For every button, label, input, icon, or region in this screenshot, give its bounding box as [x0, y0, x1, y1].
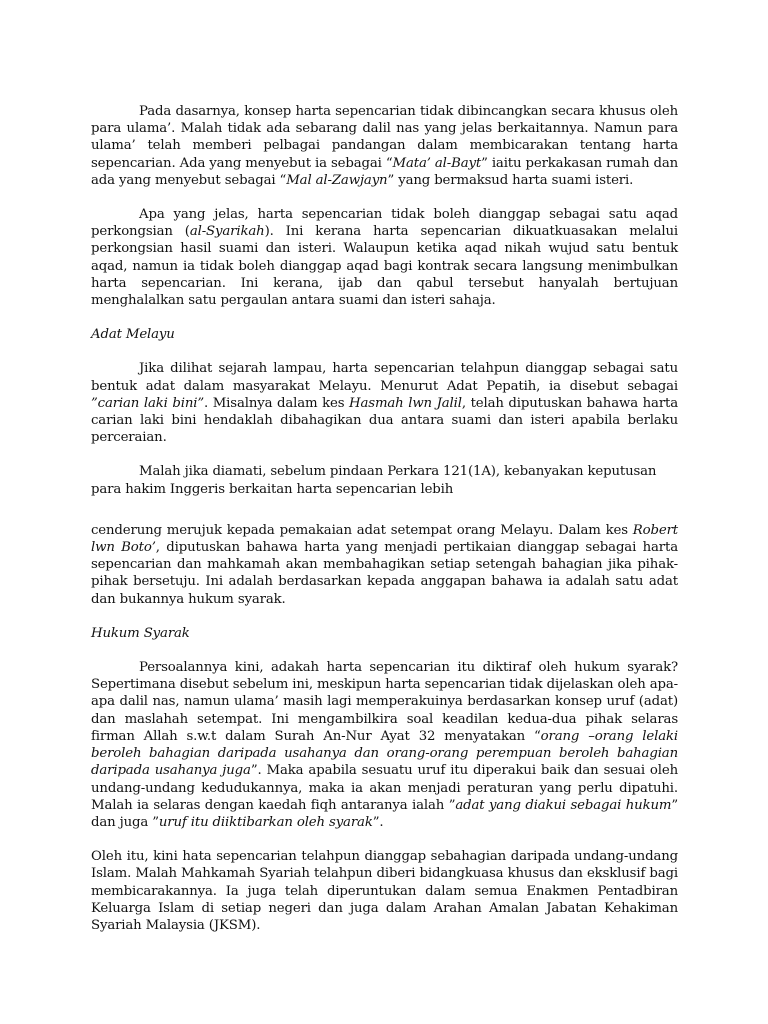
- italic-term: Mal al-Zawjayn: [286, 172, 388, 188]
- text-run: , diputuskan bahawa harta yang menjadi pertikaian dianggap sebagai harta sepencarian dan mahkamah akan membahagikan setiap setengah bahagian jika pihak-pihak bersetuju. Ini adalah berdasarkan kepada anggapan bahawa ia adalah satu adat dan bukannya hukum syarak.: [91, 540, 678, 607]
- text-run: ” dan juga ”: [91, 797, 678, 830]
- text-run: Pada dasarnya, konsep harta sepencarian tidak dibincangkan secara khusus oleh para ulama’. Malah tidak ada sebarang dalil nas yang jelas berkaitannya. Namun para ulama’ telah memberi pelbagai pandangan dalam membicarakan tentang harta sepencarian. Ada yang menyebut ia sebagai “: [91, 104, 678, 171]
- italic-term: adat yang diakui sebagai hukum: [455, 797, 672, 813]
- italic-term: al-Syarikah: [189, 224, 265, 240]
- text-run: Apa yang jelas, harta sepencarian tidak boleh dianggap sebagai satu aqad perkongsian (: [91, 207, 678, 240]
- italic-term: orang –orang lelaki beroleh bahagian daripada usahanya dan orang-orang perempuan beroleh bahagian daripada usahanya juga: [91, 728, 679, 779]
- paragraph-3: [91, 360, 678, 446]
- text-run: Persoalannya kini, adakah harta sepencarian itu diktiraf oleh hukum syarak? Sepertimana disebut sebelum ini, meskipun harta sepencarian tidak dijelaskan oleh apa-apa dalil nas, namun ulama’ masih lagi memperakuinya berdasarkan konsep uruf (adat) dan maslahah setempat. Ini mengambilkira soal keadilan kedua-dua pihak selaras firman Allah s.w.t dalam Surah An-Nur Ayat 32 menyatakan “: [91, 660, 678, 744]
- text-run: ”.: [372, 814, 384, 830]
- text-run: ). Ini kerana harta sepencarian dikuatkuasakan melalui perkongsian hasil suami dan isteri. Walaupun ketika aqad nikah wujud satu bentuk aqad, namun ia tidak boleh dianggap aqad bagi kontrak secara langsung menimbulkan harta sepencarian. Ini kerana, ijab dan qabul tersebut hanyalah bertujuan menghalalkan satu pergaulan antara suami dan isteri sahaja.: [91, 224, 678, 309]
- section-heading-adat-melayu: Adat Melayu: [91, 327, 175, 343]
- text-run: . Misalnya dalam kes: [204, 395, 350, 411]
- text-run: Jika dilihat sejarah lampau, harta sepencarian telahpun dianggap sebagai satu bentuk adat dalam masyarakat Melayu. Menurut Adat Pepatih, ia disebut sebagai: [91, 361, 678, 394]
- italic-term: Hasmah lwn Jalil: [349, 395, 462, 411]
- text-run: ” iaitu perkakasan rumah dan ada yang menyebut sebagai “: [91, 155, 679, 188]
- paragraph-7: Oleh itu, kini hata sepencarian telahpun dianggap sebahagian daripada undang-undang Islam. Malah Mahkamah Syariah telahpun diberi bidangkuasa khusus dan eksklusif bagi membicarakannya. Ia juga telah diperuntukan dalam semua Enakmen Pentadbiran Keluarga Islam di setiap negeri dan juga dalam Arahan Amalan Jabatan Kehakiman Syariah Malaysia (JKSM).: [91, 849, 678, 933]
- italic-term: Mata’ al-Bayt: [392, 155, 482, 171]
- paragraph-2: [91, 206, 678, 309]
- text-run: ” yang bermaksud harta suami isteri.: [387, 172, 634, 188]
- paragraph-4: Malah jika diamati, sebelum pindaan Perkara 121(1A), kebanyakan keputusan para hakim Inggeris berkaitan harta sepencarian lebih: [91, 464, 657, 497]
- document-page: [91, 103, 678, 934]
- italic-term: uruf itu diiktibarkan oleh syarak: [158, 814, 373, 830]
- text-run: , telah diputuskan bahawa harta carian laki bini hendaklah dibahagikan dua antara suami dan isteri apabila berlaku perceraian.: [91, 395, 678, 446]
- text-run: ”. Maka apabila sesuatu uruf itu diperakui baik dan sesuai oleh undang-undang kedudukannya, maka ia akan menjadi peraturan yang perlu dipatuhi. Malah ia selaras dengan kaedah fiqh antaranya ialah ”: [91, 763, 678, 813]
- italic-term: ”carian laki bini”: [91, 395, 204, 411]
- paragraph-1: [91, 103, 678, 189]
- paragraph-6: [91, 659, 678, 831]
- section-heading-hukum-syarak: Hukum Syarak: [91, 625, 190, 641]
- paragraph-5: [91, 522, 678, 608]
- italic-term: Robert lwn Boto’: [91, 522, 678, 556]
- text-run: cenderung merujuk kepada pemakaian adat setempat orang Melayu. Dalam kes: [91, 522, 633, 538]
